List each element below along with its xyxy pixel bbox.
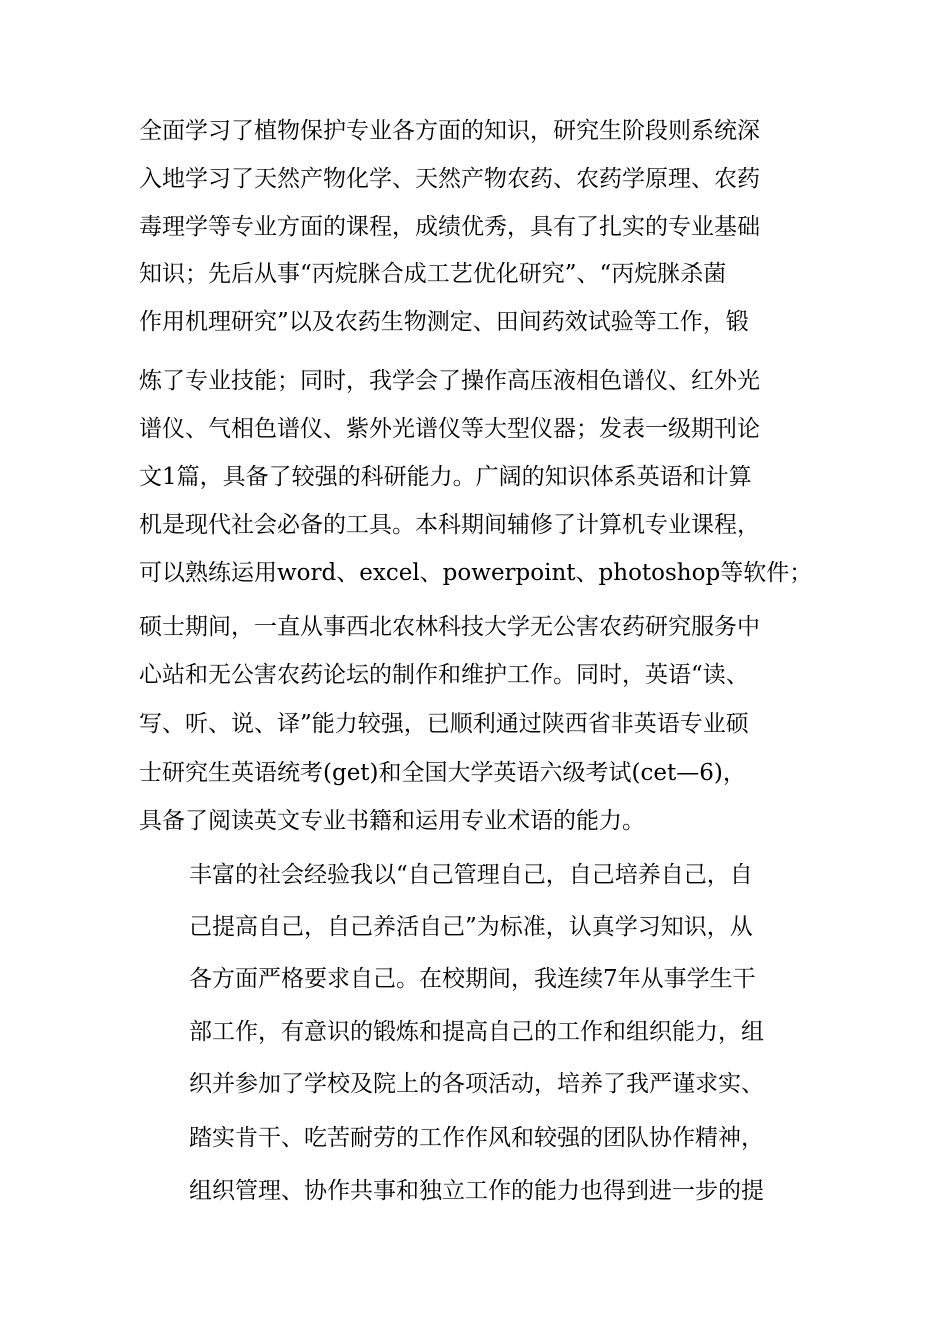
text-line: 知识；先后从事“丙烷脒合成工艺优化研究”、“丙烷脒杀菌 [139, 261, 727, 287]
text-line: 炼了专业技能；同时，我学会了操作高压液相色谱仪、红外光 [139, 368, 760, 394]
text-line: 各方面严格要求自己。在校期间，我连续7年从事学生干 [189, 966, 756, 992]
text-line: 踏实肯干、吃苦耐劳的工作作风和较强的团队协作精神， [189, 1125, 764, 1151]
text-line: 全面学习了植物保护专业各方面的知识，研究生阶段则系统深 [139, 118, 760, 144]
text-line: 组织管理、协作共事和独立工作的能力也得到进一步的提 [189, 1178, 764, 1204]
text-line: 写、听、说、译”能力较强，已顺利通过陕西省非英语专业硕 [139, 711, 749, 737]
text-line: 心站和无公害农药论坛的制作和维护工作。同时，英语“读、 [139, 662, 749, 688]
text-line: 织并参加了学校及院上的各项活动，培养了我严谨求实、 [189, 1071, 764, 1097]
text-line: 入地学习了天然产物化学、天然产物农药、农药学原理、农药 [139, 166, 760, 192]
text-line: 具备了阅读英文专业书籍和运用专业术语的能力。 [139, 808, 645, 834]
text-line: 部工作，有意识的锻炼和提高自己的工作和组织能力，组 [189, 1019, 764, 1045]
text-line: 谱仪、气相色谱仪、紫外光谱仪等大型仪器；发表一级期刊论 [139, 416, 760, 442]
text-line: 士研究生英语统考(get)和全国大学英语六级考试(cet—6)， [139, 760, 746, 786]
text-line: 可以熟练运用word、excel、powerpoint、photoshop等软件； [139, 560, 813, 586]
text-line: 文1篇，具备了较强的科研能力。广阔的知识体系英语和计算 [139, 464, 752, 490]
text-line: 丰富的社会经验我以“自己管理自己，自己培养自己，自 [189, 862, 753, 888]
text-line: 硕士期间，一直从事西北农林科技大学无公害农药研究服务中 [139, 614, 760, 640]
text-line: 己提高自己，自己养活自己”为标准，认真学习知识，从 [189, 914, 753, 940]
text-line: 毒理学等专业方面的课程，成绩优秀，具有了扎实的专业基础 [139, 214, 760, 240]
text-line: 机是现代社会必备的工具。本科期间辅修了计算机专业课程， [139, 512, 760, 538]
text-line: 作用机理研究”以及农药生物测定、田间药效试验等工作，锻 [139, 309, 749, 335]
